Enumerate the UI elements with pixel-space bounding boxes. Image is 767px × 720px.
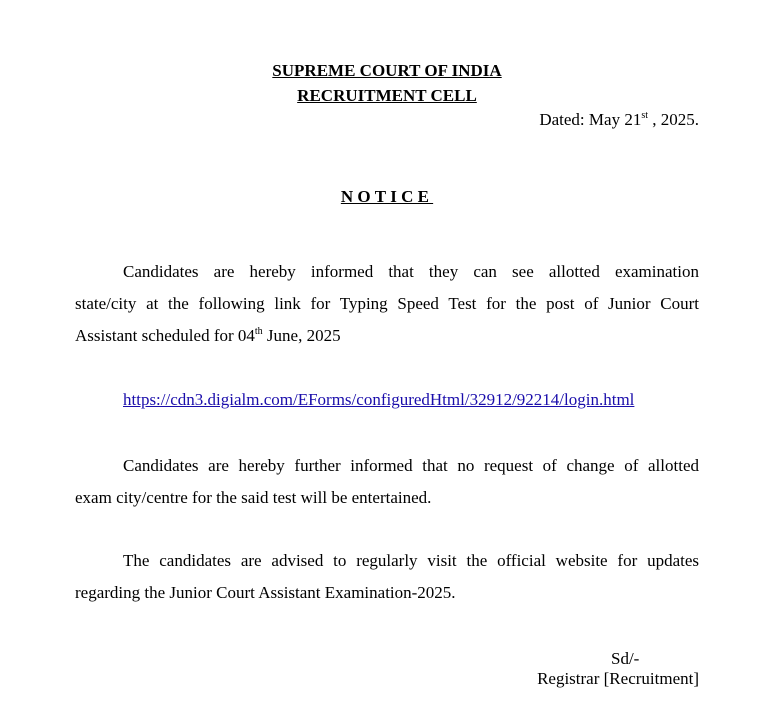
paragraph-line	[75, 320, 699, 352]
paragraph-line: Candidates are hereby further informed that no request of change of allotted	[123, 456, 699, 475]
paragraph-line: regarding the Junior Court Assistant Examination-2025.	[75, 583, 456, 602]
notice-title: NOTICE	[340, 187, 434, 206]
date-line	[539, 108, 699, 132]
schedule-ordinal: th	[254, 326, 263, 337]
organization-heading: SUPREME COURT OF INDIA	[272, 61, 502, 80]
signature-sd: Sd/-	[611, 649, 640, 668]
paragraph-line: Candidates are hereby informed that they can see allotted examination	[123, 262, 699, 281]
date-year: , 2025.	[648, 110, 699, 129]
schedule-date: June, 2025	[262, 326, 341, 345]
date-ordinal: st	[641, 110, 648, 121]
paragraph-line: state/city at the following link for Typing Speed Test for the post of Junior Court	[75, 294, 699, 313]
paragraph-line: exam city/centre for the said test will be entertained.	[75, 488, 432, 507]
paragraph-line: The candidates are advised to regularly visit the official website for updates	[123, 551, 699, 570]
schedule-text: Assistant scheduled for 04	[75, 326, 255, 345]
signatory-designation: Registrar [Recruitment]	[537, 669, 699, 688]
paragraph-advisory	[75, 545, 699, 609]
paragraph-allotment	[75, 256, 699, 352]
paragraph-no-change	[75, 450, 699, 514]
department-heading: RECRUITMENT CELL	[297, 86, 477, 105]
date-text: Dated: May 21	[539, 110, 642, 129]
login-link[interactable]: https://cdn3.digialm.com/EForms/configuredHtml/32912/92214/login.html	[123, 390, 635, 409]
